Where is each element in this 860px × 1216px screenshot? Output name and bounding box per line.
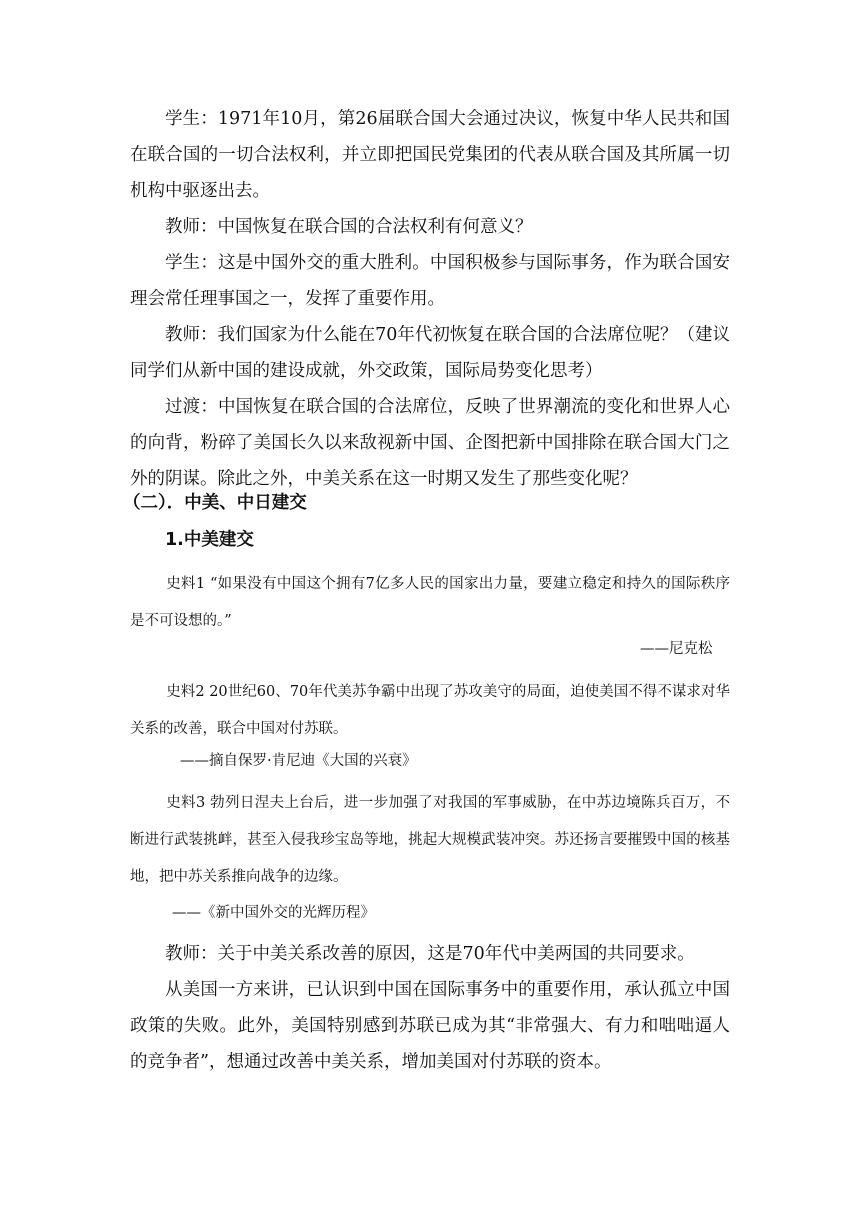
source-3-citation: ——《新中国外交的光辉历程》	[172, 905, 375, 921]
source-2-citation: ——摘自保罗·肯尼迪《大国的兴衰》	[180, 753, 417, 769]
source-1-citation: ——尼克松	[640, 641, 713, 657]
subsection-heading: 1.中美建交	[165, 530, 254, 550]
paragraph-student-1971: 学生：1971年10月，第26届联合国大会通过决议，恢复中华人民共和国在联合国的一切合法权利，并立即把国民党集团的代表从联合国及其所属一切机构中驱逐出去。	[130, 109, 730, 201]
paragraph-teacher-question: 教师：中国恢复在联合国的合法权利有何意义？	[165, 217, 533, 237]
paragraph-transition: 过渡：中国恢复在联合国的合法席位，反映了世界潮流的变化和世界人心的向背，粉碎了美国长久以来敌视新中国、企图把新中国排除在联合国大门之外的阴谋。除此之外，中美关系在这一时期又发生了那些变化呢？	[130, 397, 730, 489]
paragraph-teacher-reason: 教师：关于中美关系改善的原因，这是70年代中美两国的共同要求。	[165, 944, 695, 964]
paragraph-us-side: 从美国一方来讲，已认识到中国在国际事务中的重要作用，承认孤立中国政策的失败。此外，美国特别感到苏联已成为其“非常强大、有力和咄咄逼人的竞争者”，想通过改善中美关系，增加美国对付苏联的资本。	[130, 980, 730, 1072]
paragraph-teacher-why: 教师：我们国家为什么能在70年代初恢复在联合国的合法席位呢？（建议同学们从新中国的建设成就，外交政策，国际局势变化思考）	[130, 325, 730, 381]
source-3-text: 史料3 勃列日涅夫上台后，进一步加强了对我国的军事威胁，在中苏边境陈兵百万，不断进行武装挑衅，甚至入侵我珍宝岛等地，挑起大规模武装冲突。苏还扬言要摧毁中国的核基地，把中苏关系推向战争的边缘。	[130, 795, 730, 885]
source-1-text: 史料1 “如果没有中国这个拥有7亿多人民的国家出力量，要建立稳定和持久的国际秩序是不可设想的。”	[130, 576, 730, 629]
paragraph-student-answer: 学生：这是中国外交的重大胜利。中国积极参与国际事务，作为联合国安理会常任理事国之一，发挥了重要作用。	[130, 253, 730, 309]
section-heading: （二）．中美、中日建交	[123, 493, 307, 513]
source-2-text: 史料2 20世纪60、70年代美苏争霸中出现了苏攻美守的局面，迫使美国不得不谋求对华关系的改善，联合中国对付苏联。	[130, 684, 730, 737]
